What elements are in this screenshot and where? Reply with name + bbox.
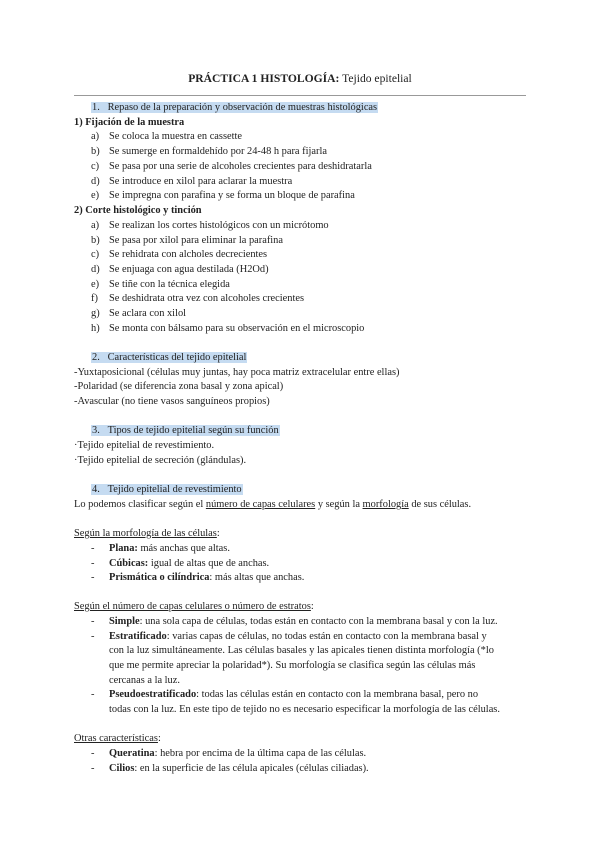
bullet-dash: - [91, 763, 95, 774]
other-features-heading: Otras características: [74, 733, 161, 744]
list-item: e) [91, 279, 100, 290]
function-line: ·Tejido epitelial de revestimiento. [74, 440, 215, 451]
list-item-text: Se realizan los cortes histológicos con un micrótomo [109, 220, 329, 231]
list-item: g) [91, 308, 100, 319]
list-item-text: Se introduce en xilol para aclarar la muestra [109, 176, 293, 187]
list-item-continuation: con la luz simultáneamente. Las células basales y las apicales tienen distinta morfología (*lo [109, 645, 494, 656]
list-item-text: Se pasa por una serie de alcoholes crecientes para deshidratarla [109, 161, 372, 172]
bullet-dash: - [91, 572, 95, 583]
list-item: d) [91, 264, 100, 275]
list-item: Simple: una sola capa de células, todas están en contacto con la membrana basal y con la luz. [109, 616, 498, 627]
list-item-text: Se impregna con parafina y se forma un bloque de parafina [109, 190, 355, 201]
characteristic-line: -Avascular (no tiene vasos sanguíneos propios) [74, 396, 270, 407]
section-4-intro: Lo podemos clasificar según el número de capas celulares y según la morfología de sus células. [74, 499, 472, 510]
bullet-dash: - [91, 616, 95, 627]
list-item: d) [91, 176, 100, 187]
characteristic-line: -Yuxtaposicional (células muy juntas, hay poca matriz extracelular entre ellas) [74, 367, 400, 378]
list-item: Cilios: en la superficie de las célula apicales (células ciliadas). [109, 763, 369, 774]
bullet-dash: - [91, 543, 95, 554]
list-item-text: Se pasa por xilol para eliminar la parafina [109, 235, 283, 246]
list-item-continuation: todas con la luz. En este tipo de tejido no es necesario especificar la morfología de las células. [109, 704, 500, 715]
list-item-text: Se aclara con xilol [109, 308, 187, 319]
list-item: Cúbicas: igual de altas que de anchas. [109, 558, 270, 569]
list-item: c) [91, 249, 100, 260]
bullet-dash: - [91, 689, 95, 700]
subheading-corte: 2) Corte histológico y tinción [74, 205, 202, 216]
subheading-fijacion: 1) Fijación de la muestra [74, 117, 185, 128]
function-line: ·Tejido epitelial de secreción (glándulas). [74, 455, 247, 466]
list-item-text: Se monta con bálsamo para su observación en el microscopio [109, 323, 365, 334]
section-3-heading: 3. Tipos de tejido epitelial según su función [92, 425, 279, 436]
list-item: b) [91, 146, 100, 157]
list-item-text: Se deshidrata otra vez con alcoholes crecientes [109, 293, 305, 304]
characteristic-line: -Polaridad (se diferencia zona basal y zona apical) [74, 381, 284, 392]
list-item: Pseudoestratificado: todas las células están en contacto con la membrana basal, pero no [109, 689, 479, 700]
list-item: b) [91, 235, 100, 246]
list-item: a) [91, 131, 100, 142]
list-item-text: Se coloca la muestra en cassette [109, 131, 242, 142]
list-item-text: Se rehidrata con alcholes decrecientes [109, 249, 268, 260]
section-2-heading: 2. Características del tejido epitelial [92, 352, 247, 363]
list-item-continuation: cercanas a la luz. [109, 675, 180, 686]
list-item: a) [91, 220, 100, 231]
list-item: Plana: más anchas que altas. [109, 543, 230, 554]
page-title [0, 72, 600, 85]
list-item: Prismática o cilíndrica: más altas que anchas. [109, 572, 305, 583]
bullet-dash: - [91, 631, 95, 642]
layers-heading: Según el número de capas celulares o número de estratos: [74, 601, 314, 612]
title-rule [74, 95, 526, 96]
list-item: e) [91, 190, 100, 201]
title-rest: Tejido epitelial [339, 72, 412, 85]
bullet-dash: - [91, 558, 95, 569]
list-item: Estratificado: varias capas de células, no todas están en contacto con la membrana basal y [109, 631, 487, 642]
section-1-heading: 1. Repaso de la preparación y observación de muestras histológicas [92, 102, 378, 113]
list-item-continuation: que me permite apreciar la polaridad*). Su morfología se clasifica según las células más [109, 660, 476, 671]
list-item: c) [91, 161, 100, 172]
bullet-dash: - [91, 748, 95, 759]
list-item: Queratina: hebra por encima de la última capa de las células. [109, 748, 367, 759]
morphology-heading: Según la morfología de las células: [74, 528, 220, 539]
list-item-text: Se enjuaga con agua destilada (H2Od) [109, 264, 269, 275]
list-item: h) [91, 323, 100, 334]
list-item: f) [91, 293, 98, 304]
list-item-text: Se tiñe con la técnica elegida [109, 279, 230, 290]
list-item-text: Se sumerge en formaldehído por 24-48 h para fijarla [109, 146, 327, 157]
section-4-heading: 4. Tejido epitelial de revestimiento [92, 484, 242, 495]
title-bold: PRÁCTICA 1 HISTOLOGÍA: [188, 72, 340, 85]
